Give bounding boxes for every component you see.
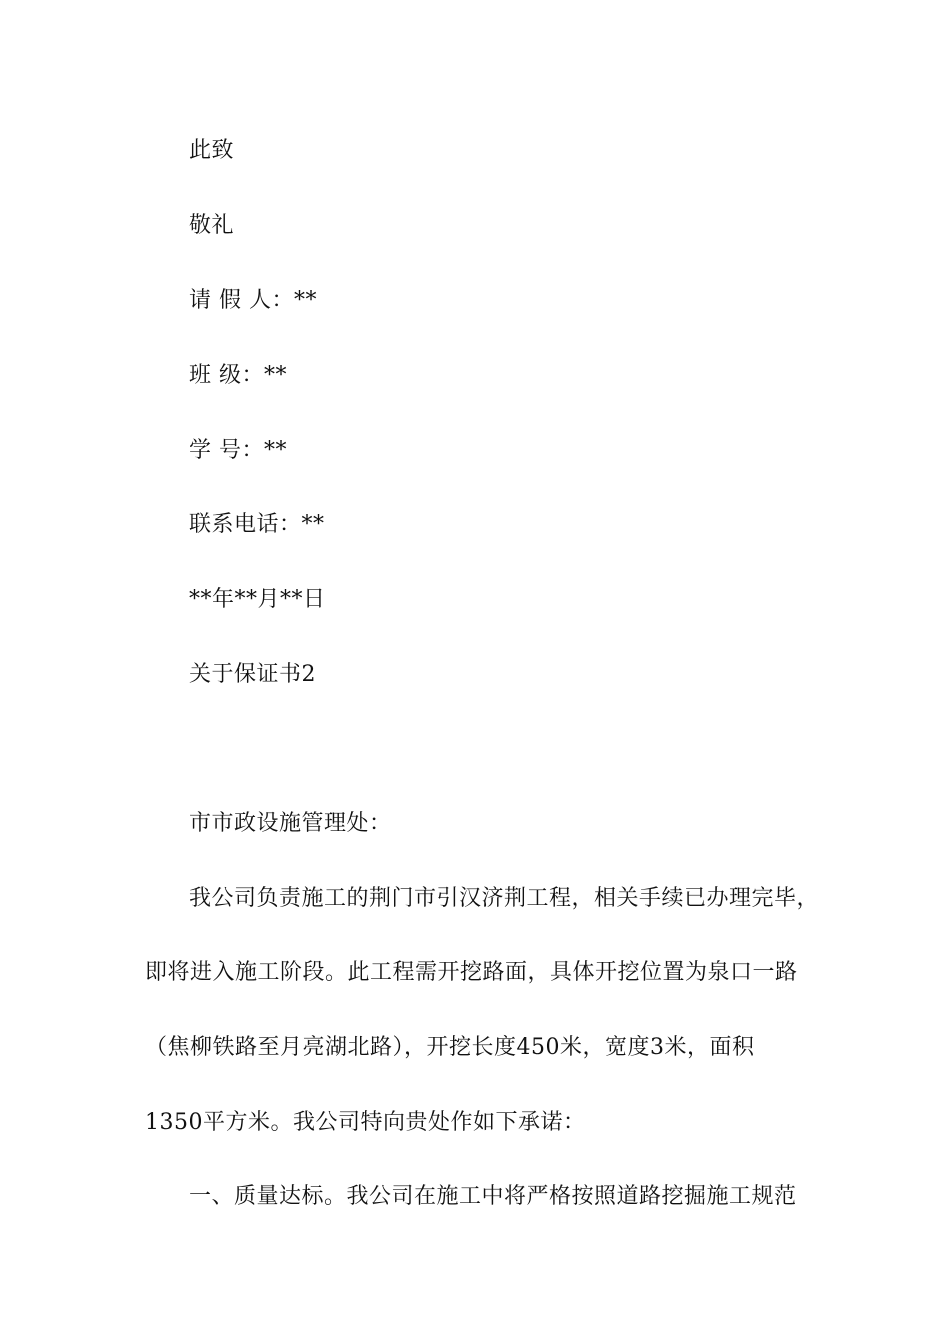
closing-salutation-2: 敬礼 (189, 213, 235, 238)
letter-recipient: 市市政设施管理处： (189, 811, 392, 836)
signature-date: **年**月**日 (189, 587, 326, 612)
signature-class: 班 级：** (189, 363, 287, 388)
paragraph-1-line-2: 即将进入施工阶段。此工程需开挖路面，具体开挖位置为泉口一路 (145, 960, 798, 985)
paragraph-1-line-4: 1350平方米。我公司特向贵处作如下承诺： (145, 1110, 586, 1135)
paragraph-2-line-1: 一、质量达标。我公司在施工中将严格按照道路挖掘施工规范 (189, 1184, 797, 1209)
signature-applicant: 请 假 人：** (189, 288, 317, 313)
signature-phone: 联系电话：** (189, 512, 325, 537)
paragraph-1-line-3: （焦柳铁路至月亮湖北路），开挖长度450米，宽度3米，面积 (145, 1035, 755, 1060)
paragraph-1-line-1: 我公司负责施工的荆门市引汉济荆工程，相关手续已办理完毕， (189, 886, 820, 911)
section-title: 关于保证书2 (189, 662, 316, 687)
signature-student-id: 学 号：** (189, 438, 287, 463)
closing-salutation-1: 此致 (189, 138, 235, 163)
